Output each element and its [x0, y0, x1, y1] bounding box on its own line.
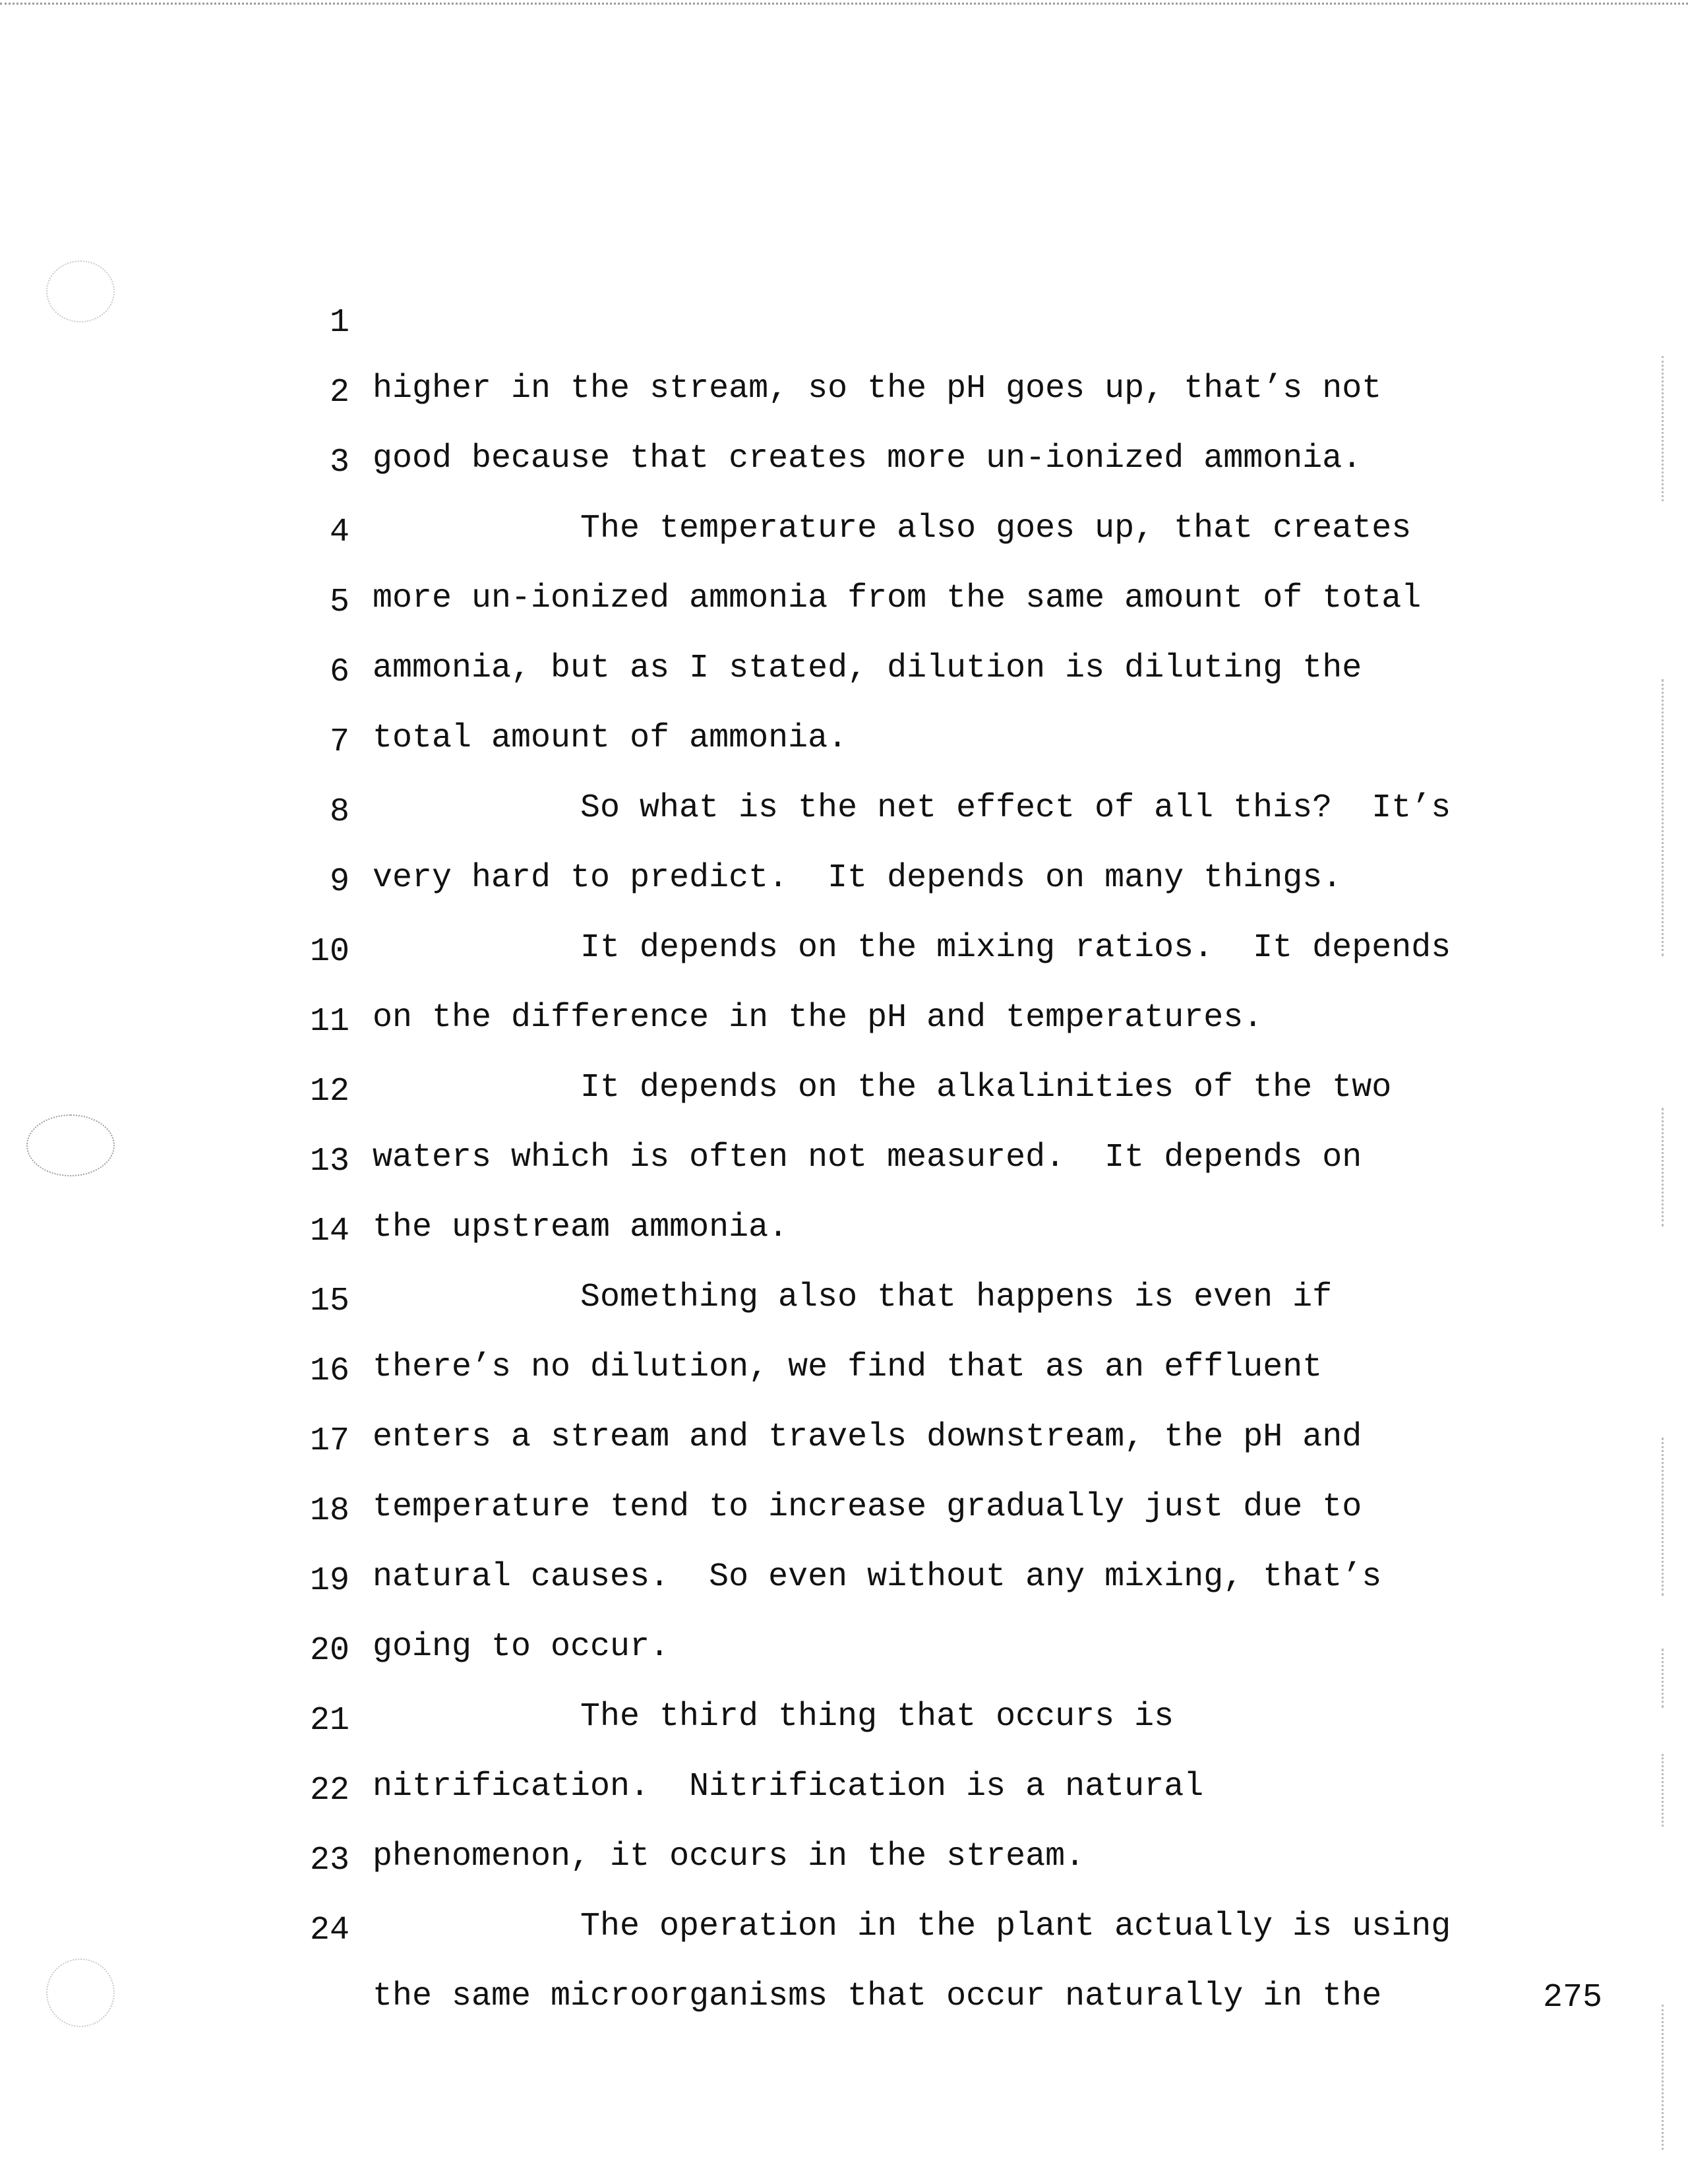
- line-number: 19: [309, 1562, 349, 1600]
- line-number: 17: [309, 1422, 349, 1460]
- line-text: total amount of ammonia.: [373, 719, 848, 757]
- line-text: nitrification. Nitrification is a natural: [373, 1768, 1204, 1805]
- line-number: 14: [309, 1213, 349, 1250]
- line-text: more un-ionized ammonia from the same amount of total: [373, 580, 1422, 617]
- line-number: 4: [329, 514, 349, 551]
- line-text: on the difference in the pH and temperatures.: [373, 999, 1263, 1037]
- line-number: 12: [309, 1073, 349, 1110]
- line-number: 23: [309, 1842, 349, 1879]
- line-text: So what is the net effect of all this? It’s: [580, 789, 1451, 827]
- line-text: going to occur.: [373, 1628, 670, 1666]
- line-text: natural causes. So even without any mixing, that’s: [373, 1558, 1382, 1596]
- line-number: 13: [309, 1143, 349, 1180]
- line-text: It depends on the alkalinities of the two: [580, 1069, 1392, 1107]
- line-text: there’s no dilution, we find that as an effluent: [373, 1349, 1323, 1386]
- line-number: 15: [309, 1283, 349, 1320]
- line-number: 8: [329, 793, 349, 831]
- line-number: 20: [309, 1632, 349, 1670]
- line-text: waters which is often not measured. It depends on: [373, 1139, 1362, 1176]
- line-number: 22: [309, 1772, 349, 1809]
- line-number: 7: [329, 723, 349, 761]
- line-number: 21: [309, 1702, 349, 1740]
- line-text: The temperature also goes up, that creates: [580, 510, 1412, 547]
- line-text: The third thing that occurs is: [580, 1698, 1174, 1736]
- line-number: 1: [329, 304, 349, 342]
- transcript-line: [0, 574, 848, 757]
- line-text: the same microorganisms that occur naturally in the: [373, 1978, 1382, 2015]
- line-number: 5: [329, 584, 349, 621]
- line-number: 6: [329, 653, 349, 691]
- line-text: Something also that happens is even if: [580, 1279, 1333, 1316]
- line-number: 3: [329, 444, 349, 481]
- line-text: ammonia, but as I stated, dilution is diluting the: [373, 650, 1362, 687]
- line-text: good because that creates more un-ionized ammonia.: [373, 440, 1362, 477]
- line-text: The operation in the plant actually is using: [580, 1908, 1451, 1945]
- line-text: temperature tend to increase gradually just due to: [373, 1488, 1362, 1526]
- line-text: enters a stream and travels downstream, the pH and: [373, 1418, 1362, 1456]
- transcript-line: [0, 224, 1382, 408]
- line-text: very hard to predict. It depends on many things.: [373, 859, 1342, 897]
- line-number: 16: [309, 1352, 349, 1390]
- line-number: 24: [309, 1912, 349, 1949]
- line-number: 2: [329, 374, 349, 411]
- line-number: 18: [309, 1492, 349, 1530]
- page-number: 275: [1542, 1979, 1602, 2017]
- line-text: It depends on the mixing ratios. It depends: [580, 929, 1451, 967]
- line-text: higher in the stream, so the pH goes up, that’s not: [373, 370, 1382, 408]
- line-text: the upstream ammonia.: [373, 1209, 789, 1246]
- line-number: 9: [329, 863, 349, 901]
- line-text: phenomenon, it occurs in the stream.: [373, 1838, 1085, 1875]
- line-number: 11: [309, 1003, 349, 1041]
- line-number: 10: [309, 933, 349, 971]
